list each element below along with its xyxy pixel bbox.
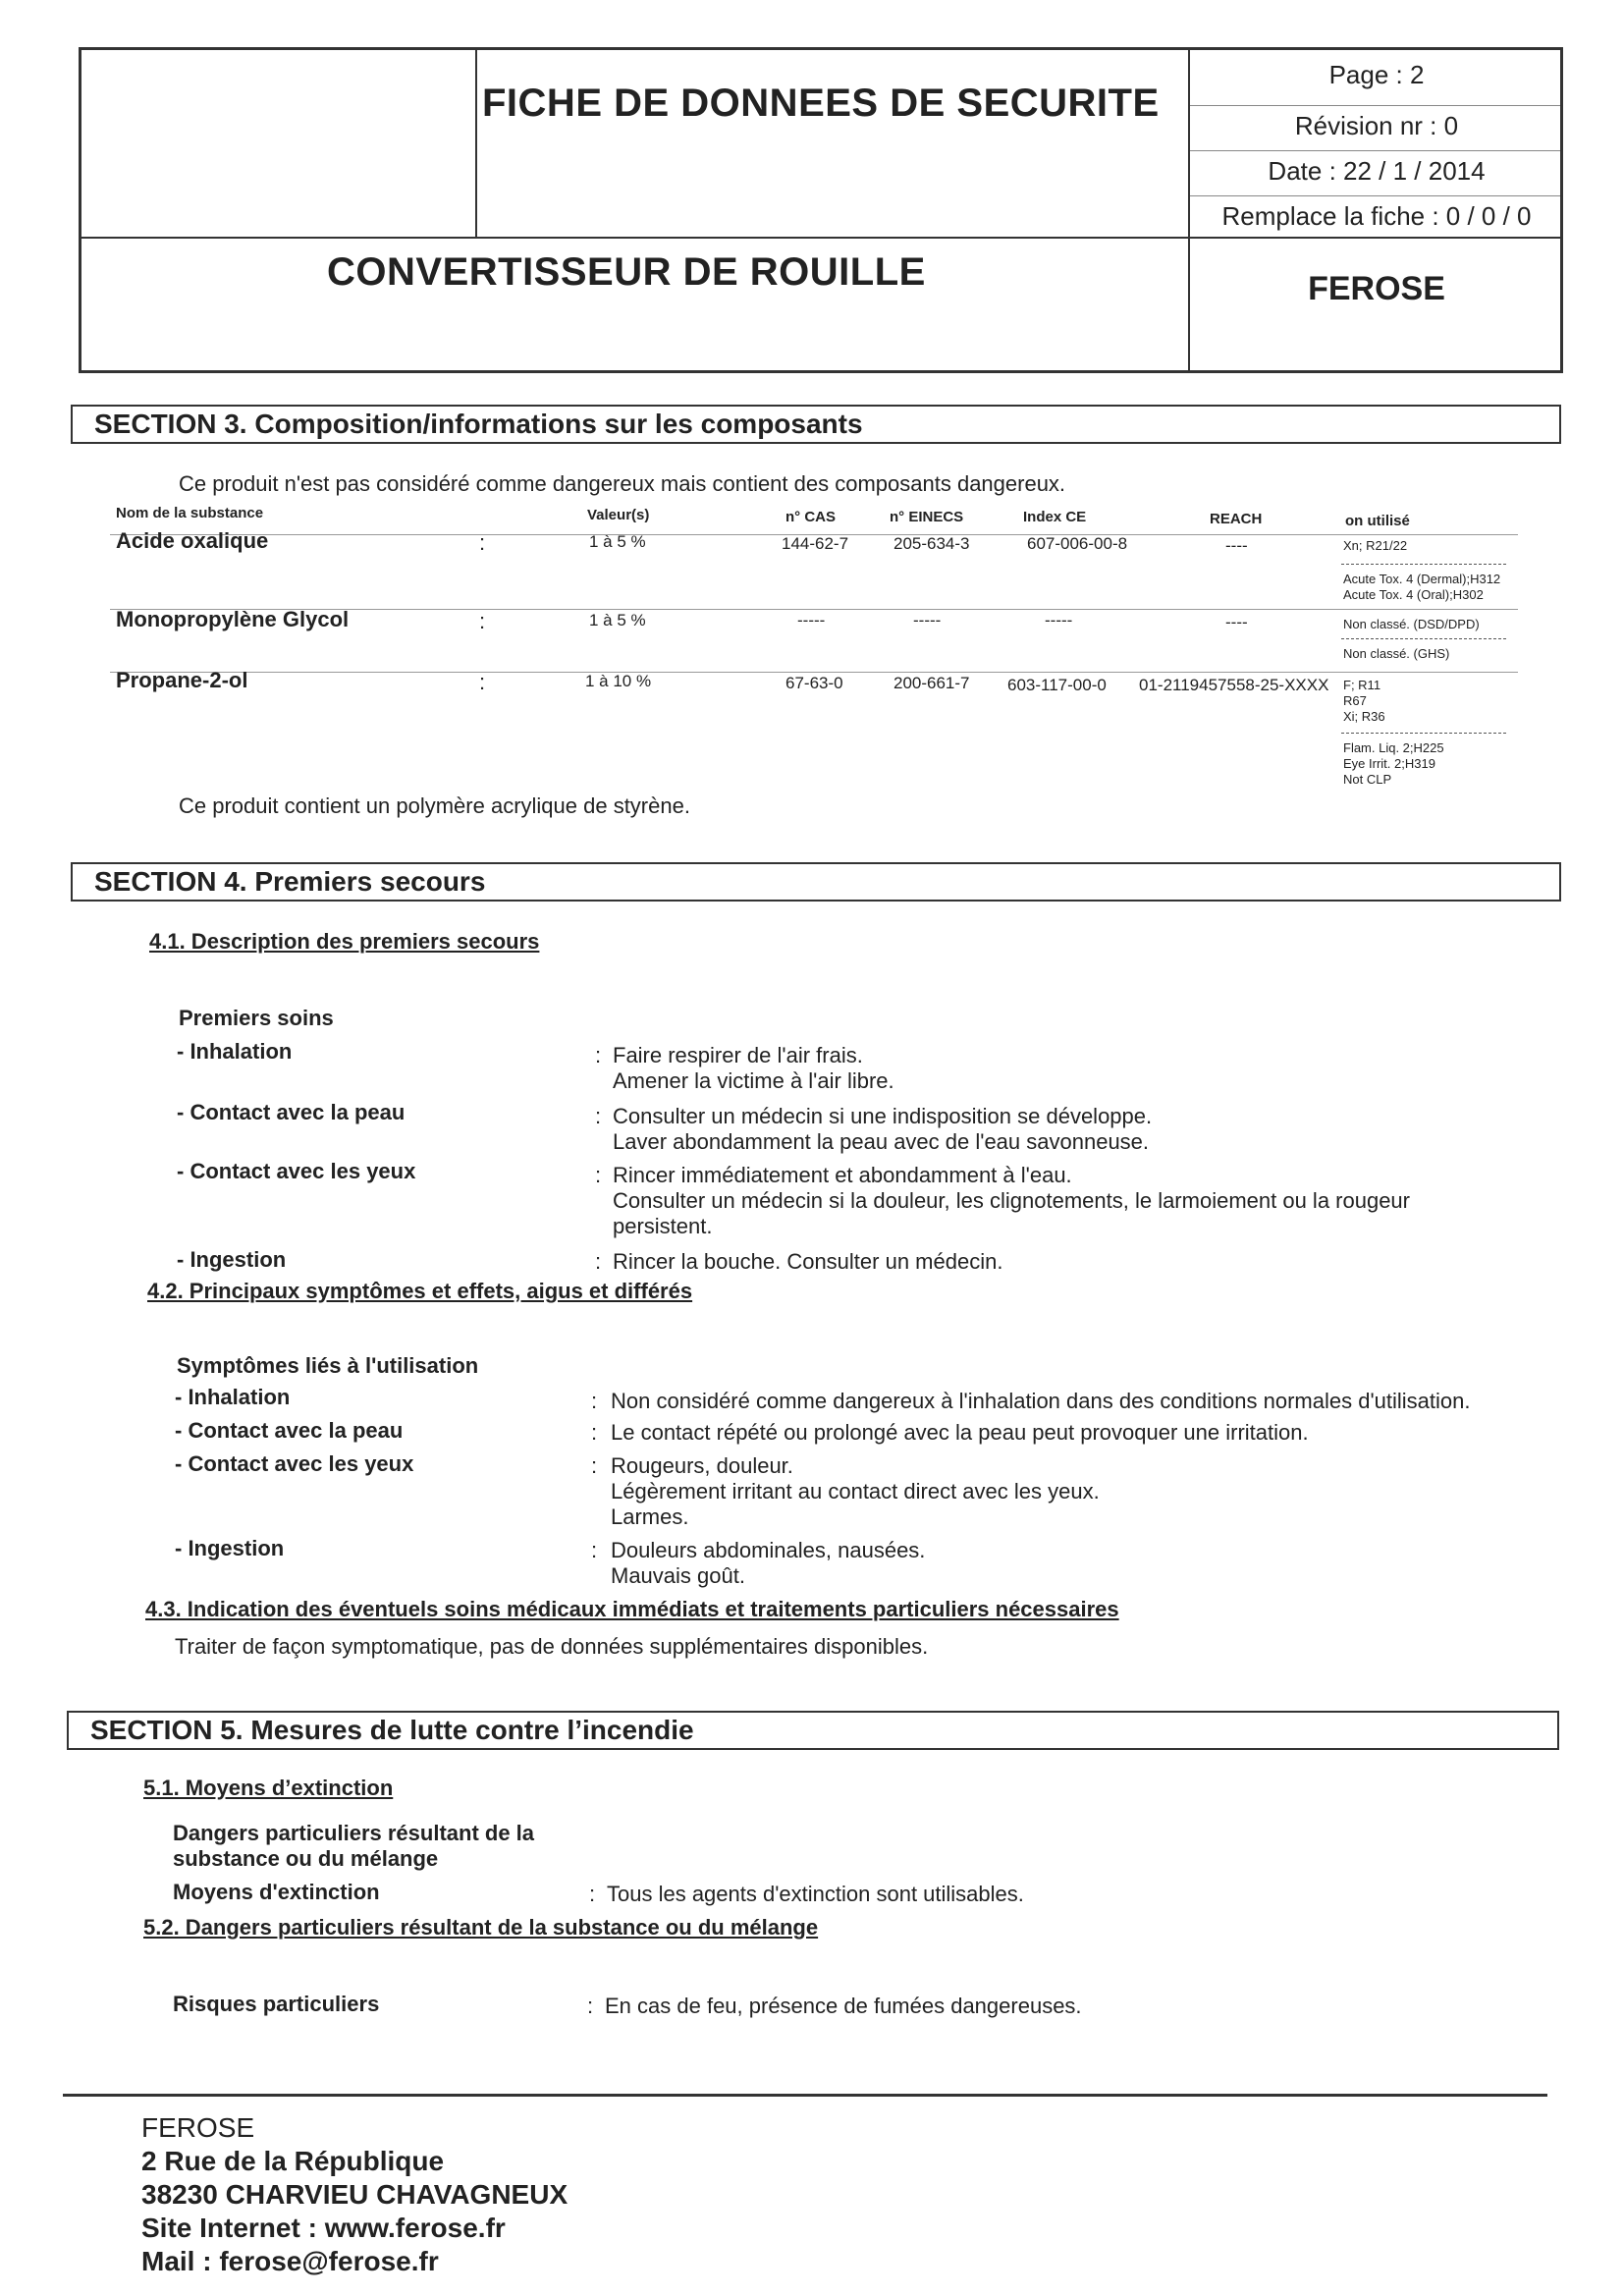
row-1-cas: 144-62-7	[782, 534, 849, 553]
row-1-index: 607-006-00-8	[1027, 534, 1128, 553]
col-index: Index CE	[1023, 509, 1087, 525]
revision-date: Date : 22 / 1 / 2014	[1268, 156, 1486, 186]
row-1-sep: :	[479, 530, 486, 555]
row-2-line	[110, 672, 1518, 673]
first-aid-eyes-label: - Contact avec les yeux	[177, 1159, 416, 1183]
first-aid-ingestion-1: Rincer la bouche. Consulter un médecin.	[613, 1249, 1003, 1274]
revision-number: Révision nr : 0	[1294, 111, 1459, 140]
first-aid-group: Premiers soins	[179, 1006, 334, 1030]
section-3-title: SECTION 3. Composition/informations sur les composants	[94, 409, 863, 439]
first-aid-inhalation-label: - Inhalation	[177, 1039, 293, 1064]
row-1-reach: ----	[1225, 536, 1248, 555]
symptoms-inhalation-1: Non considéré comme dangereux à l'inhalation dans des conditions normales d'utilisation.	[611, 1389, 1471, 1413]
colon: :	[589, 1882, 596, 1906]
symptoms-eyes-2: Légèrement irritant au contact direct avec les yeux.	[611, 1479, 1100, 1503]
first-aid-ingestion-label: - Ingestion	[177, 1247, 287, 1272]
row-3-einecs: 200-661-7	[893, 674, 970, 692]
col-cas: n° CAS	[785, 509, 836, 525]
header-divider-left	[475, 50, 477, 237]
colon: :	[591, 1453, 598, 1478]
subsection-5-1-title: 5.1. Moyens d’extinction	[143, 1776, 394, 1800]
extinction-means-label: Moyens d'extinction	[173, 1880, 380, 1904]
colon: :	[591, 1420, 598, 1445]
row-3-name: Propane-2-ol	[116, 668, 248, 692]
section-5-title: SECTION 5. Mesures de lutte contre l’incendie	[90, 1715, 694, 1745]
row-2-sep: :	[479, 609, 486, 633]
row-3-sep: :	[479, 670, 486, 694]
row-1-class-b-2: Acute Tox. 4 (Oral);H302	[1343, 587, 1484, 602]
row-3-class-a-1: F; R11	[1343, 678, 1381, 692]
col-value: Valeur(s)	[587, 507, 650, 523]
section-3-intro: Ce produit n'est pas considéré comme dangereux mais contient des composants dangereux.	[179, 471, 1066, 496]
row-1-class-b-1: Acute Tox. 4 (Dermal);H312	[1343, 572, 1501, 586]
row-2-cas: -----	[797, 611, 826, 629]
row-2-divider	[1341, 638, 1506, 639]
row-2-einecs: -----	[913, 611, 942, 629]
col-used: on utilisé	[1345, 513, 1410, 529]
col-reach: REACH	[1210, 511, 1263, 527]
first-aid-eyes-1: Rincer immédiatement et abondamment à l'eau.	[613, 1163, 1072, 1187]
meta-divider-3	[1190, 195, 1560, 196]
row-3-divider	[1341, 733, 1506, 734]
danger-label-1: Dangers particuliers résultant de la	[173, 1821, 535, 1845]
footer-city: 38230 CHARVIEU CHAVAGNEUX	[141, 2179, 568, 2210]
symptoms-eyes-1: Rougeurs, douleur.	[611, 1453, 793, 1478]
subsection-4-1-title: 4.1. Description des premiers secours	[149, 929, 540, 954]
footer-street: 2 Rue de la République	[141, 2146, 445, 2176]
row-3-reach: 01-2119457558-25-XXXX	[1139, 676, 1329, 694]
symptoms-ingestion-label: - Ingestion	[175, 1536, 285, 1560]
row-2-class-b-1: Non classé. (GHS)	[1343, 646, 1450, 661]
row-2-name: Monopropylène Glycol	[116, 607, 350, 631]
row-1-einecs: 205-634-3	[893, 534, 970, 553]
danger-label-2: substance ou du mélange	[173, 1846, 439, 1871]
first-aid-skin-2: Laver abondamment la peau avec de l'eau savonneuse.	[613, 1129, 1150, 1154]
section-4-title: SECTION 4. Premiers secours	[94, 866, 486, 897]
col-name: Nom de la substance	[116, 505, 264, 521]
symptoms-group: Symptômes liés à l'utilisation	[177, 1353, 479, 1378]
symptoms-eyes-3: Larmes.	[611, 1504, 689, 1529]
subsection-4-2-title: 4.2. Principaux symptômes et effets, aigus et différés	[147, 1279, 693, 1303]
meta-divider-1	[1190, 105, 1560, 106]
symptoms-inhalation-label: - Inhalation	[175, 1385, 291, 1409]
row-1-divider	[1341, 564, 1506, 565]
colon: :	[591, 1538, 598, 1562]
replaces-sheet: Remplace la fiche : 0 / 0 / 0	[1221, 201, 1532, 231]
header-divider-horizontal	[81, 237, 1560, 239]
colon: :	[587, 1994, 594, 2018]
footer-mail: Mail : ferose@ferose.fr	[141, 2246, 439, 2276]
first-aid-eyes-2: Consulter un médecin si la douleur, les clignotements, le larmoiement ou la rougeur	[613, 1188, 1410, 1213]
specific-risks-label: Risques particuliers	[173, 1992, 380, 2016]
row-3-class-a-3: Xi; R36	[1343, 709, 1385, 724]
specific-risks-value: En cas de feu, présence de fumées dangereuses.	[605, 1994, 1082, 2018]
meta-divider-2	[1190, 150, 1560, 151]
header-box	[79, 47, 1563, 373]
footer-company: FEROSE	[141, 2112, 255, 2143]
colon: :	[595, 1249, 602, 1274]
colon: :	[595, 1043, 602, 1067]
row-3-class-a-2: R67	[1343, 693, 1367, 708]
row-3-value: 1 à 10 %	[585, 672, 652, 690]
first-aid-skin-1: Consulter un médecin si une indisposition se développe.	[613, 1104, 1153, 1128]
subsection-5-2-title: 5.2. Dangers particuliers résultant de la substance ou du mélange	[143, 1915, 819, 1940]
section-3-note: Ce produit contient un polymère acrylique de styrène.	[179, 793, 690, 818]
document-title: FICHE DE DONNEES DE SECURITE	[482, 82, 1160, 125]
first-aid-inhalation-1: Faire respirer de l'air frais.	[613, 1043, 863, 1067]
colon: :	[591, 1389, 598, 1413]
section-5-header	[67, 1711, 1559, 1750]
symptoms-ingestion-1: Douleurs abdominales, nausées.	[611, 1538, 926, 1562]
subsection-4-3-title: 4.3. Indication des éventuels soins médicaux immédiats et traitements particuliers nécessaires	[145, 1597, 1119, 1621]
row-2-value: 1 à 5 %	[589, 611, 646, 629]
row-3-class-b-2: Eye Irrit. 2;H319	[1343, 756, 1435, 771]
page-number: Page : 2	[1328, 60, 1425, 89]
colon: :	[595, 1104, 602, 1128]
colon: :	[595, 1163, 602, 1187]
row-3-cas: 67-63-0	[785, 674, 843, 692]
row-2-index: -----	[1045, 611, 1073, 629]
symptoms-ingestion-2: Mauvais goût.	[611, 1563, 745, 1588]
row-2-class-a-1: Non classé. (DSD/DPD)	[1343, 617, 1480, 631]
product-name: CONVERTISSEUR DE ROUILLE	[327, 250, 926, 294]
first-aid-skin-label: - Contact avec la peau	[177, 1100, 406, 1124]
first-aid-inhalation-2: Amener la victime à l'air libre.	[613, 1068, 894, 1093]
row-1-value: 1 à 5 %	[589, 532, 646, 551]
first-aid-eyes-3: persistent.	[613, 1214, 713, 1238]
row-3-index: 603-117-00-0	[1007, 676, 1107, 694]
section-3-header	[71, 405, 1561, 444]
symptoms-eyes-label: - Contact avec les yeux	[175, 1451, 414, 1476]
row-1-name: Acide oxalique	[116, 528, 269, 553]
extinction-means-value: Tous les agents d'extinction sont utilisables.	[607, 1882, 1024, 1906]
col-einecs: n° EINECS	[890, 509, 964, 525]
company-name: FEROSE	[1308, 270, 1445, 307]
row-2-reach: ----	[1225, 613, 1248, 631]
footer-website: Site Internet : www.ferose.fr	[141, 2213, 506, 2243]
row-1-class-a-1: Xn; R21/22	[1343, 538, 1408, 553]
symptoms-skin-1: Le contact répété ou prolongé avec la peau peut provoquer une irritation.	[611, 1420, 1309, 1445]
footer-rule	[63, 2094, 1547, 2097]
row-3-class-b-3: Not CLP	[1343, 772, 1392, 787]
row-3-class-b-1: Flam. Liq. 2;H225	[1343, 740, 1444, 755]
section-4-header	[71, 862, 1561, 902]
subsection-4-3-text: Traiter de façon symptomatique, pas de données supplémentaires disponibles.	[175, 1634, 929, 1659]
symptoms-skin-label: - Contact avec la peau	[175, 1418, 404, 1443]
